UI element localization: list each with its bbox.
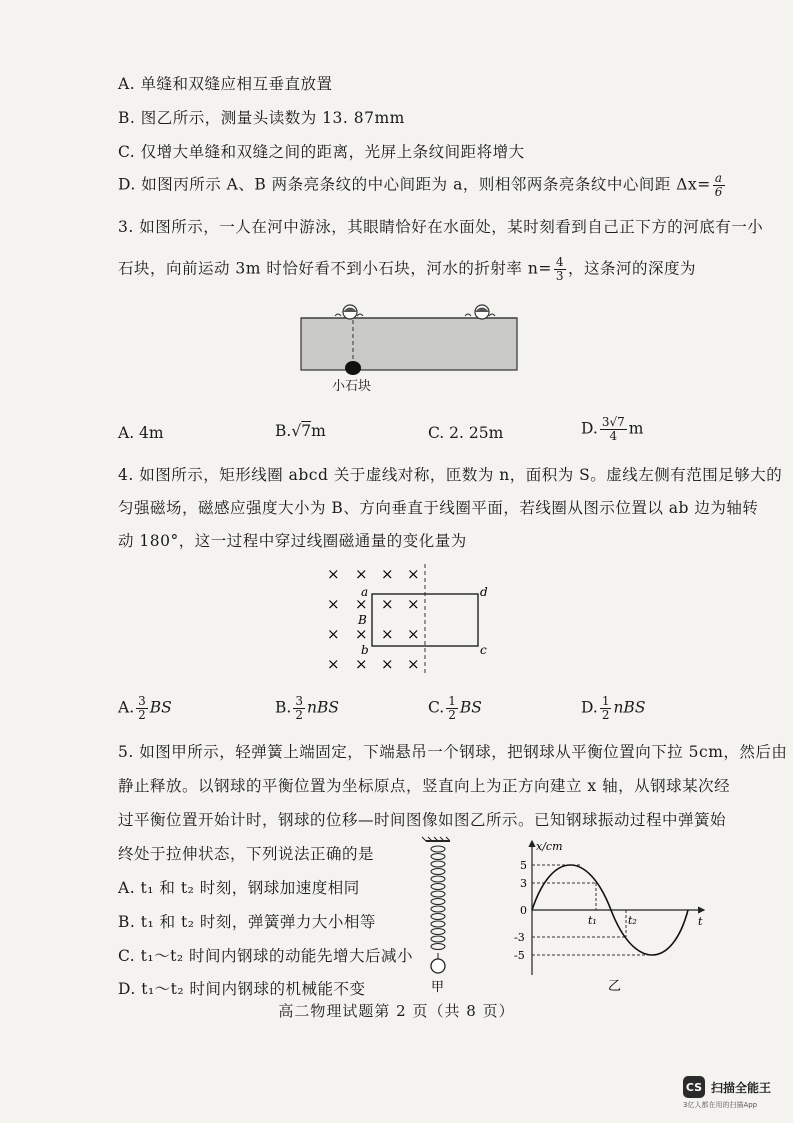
field-cross: ×: [381, 565, 394, 583]
page-footer: 高二物理试题第 2 页（共 8 页）: [278, 1002, 515, 1020]
option-expression: nBS: [613, 698, 646, 717]
option-expression: nBS: [306, 698, 339, 717]
spring-coil: [431, 861, 445, 867]
field-cross: ×: [355, 655, 368, 673]
label-d: d: [480, 585, 488, 599]
sqrt-symbol: √: [291, 422, 302, 440]
q5-option-b: B. t₁ 和 t₂ 时刻，弹簧弹力大小相等: [118, 913, 376, 931]
fraction-numerator: a: [713, 172, 725, 186]
q3-refractive-index: [554, 256, 566, 283]
q3-option-c: C. 2. 25m: [428, 424, 504, 442]
field-cross: ×: [381, 625, 394, 643]
fraction-numerator: 3√7: [601, 415, 625, 429]
option-letter: D.: [581, 698, 598, 717]
q5-xt-graph: [512, 835, 712, 995]
q2-option-c: C. 仅增大单缝和双缝之间的距离，光屏上条纹间距将增大: [118, 143, 525, 161]
q3-river-figure: [295, 298, 525, 398]
q3-option-b: [275, 422, 326, 440]
field-cross: ×: [327, 655, 340, 673]
q5-stem-line3: 过平衡位置开始计时，钢球的位移—时间图像如图乙所示。已知钢球振动过程中弹簧始: [118, 811, 727, 829]
option-fraction: [293, 695, 305, 722]
spring-coil: [431, 914, 445, 920]
fraction-denominator: 2: [448, 708, 456, 722]
spring-coil: [431, 846, 445, 852]
unit: m: [311, 422, 326, 440]
option-letter: B.: [275, 698, 292, 717]
q5-stem-line4: 终处于拉伸状态，下列说法正确的是: [118, 845, 375, 863]
river-water: [301, 318, 517, 370]
q3-option-d: [581, 416, 643, 443]
option-letter: C.: [428, 698, 445, 717]
fraction-denominator: 4: [609, 429, 618, 443]
q2-option-d-text: D. 如图丙所示 A、B 两条亮条纹的中心间距为 a，则相邻两条亮条纹中心间距 Δx=: [118, 175, 711, 194]
q4-stem-line1: 4. 如图所示，矩形线圈 abcd 关于虚线对称，匝数为 n，面积为 S。虚线左侧有范围足够大的: [118, 466, 783, 484]
option-fraction: [136, 695, 148, 722]
q2-option-a: A. 单缝和双缝应相互垂直放置: [118, 75, 333, 93]
fraction-denominator: 2: [295, 708, 303, 722]
q5-stem-line2: 静止释放。以钢球的平衡位置为坐标原点，竖直向上为正方向建立 x 轴，从钢球某次经: [118, 777, 731, 795]
unit: m: [628, 419, 644, 438]
option-expression: BS: [149, 698, 172, 717]
spring-coil: [431, 906, 445, 912]
fraction-denominator: 6: [714, 185, 723, 199]
steel-ball: [431, 959, 445, 973]
small-stone: [345, 361, 361, 375]
option-fraction: [600, 695, 612, 722]
field-cross: ×: [355, 565, 368, 583]
label-jia: 甲: [431, 980, 445, 995]
y-axis-label: x/cm: [536, 840, 563, 853]
label-a: a: [361, 585, 369, 599]
spring-coil: [431, 944, 445, 950]
field-cross: ×: [355, 595, 368, 613]
q4-option-b: [275, 695, 339, 722]
swimmer-head-right: [465, 305, 495, 319]
field-cross: ×: [407, 625, 420, 643]
q3-option-a: A. 4m: [118, 424, 164, 442]
field-cross: ×: [327, 595, 340, 613]
spring-coil: [431, 921, 445, 927]
t1-label: t₁: [588, 914, 597, 927]
tick-minus-3: -3: [514, 931, 525, 944]
label-yi: 乙: [608, 979, 622, 994]
fraction-numerator: 3: [295, 694, 303, 708]
watermark-tagline: 3亿人都在用的扫描App: [683, 1101, 758, 1109]
q4-option-a: [118, 695, 172, 722]
field-cross: ×: [381, 595, 394, 613]
q3-option-d-fraction: [600, 416, 627, 443]
q3-stem-line1: 3. 如图所示，一人在河中游泳，其眼睛恰好在水面处，某时刻看到自己正下方的河底有一小: [118, 218, 764, 236]
spring-coil: [431, 876, 445, 882]
spring-coil: [431, 899, 445, 905]
field-cross: ×: [327, 565, 340, 583]
spring: [431, 846, 445, 950]
q3-stem-line2: [118, 256, 696, 283]
fraction-denominator: 2: [138, 708, 146, 722]
watermark-name: 扫描全能王: [711, 1080, 772, 1095]
swimmer-head-left: [335, 305, 363, 319]
field-cross: ×: [327, 625, 340, 643]
t2-label: t₂: [628, 914, 637, 927]
q4-stem-line2: 匀强磁场，磁感应强度大小为 B、方向垂直于线圈平面，若线圈从图示位置以 ab 边为轴转: [118, 499, 759, 517]
fraction-numerator: 3: [138, 694, 146, 708]
fraction-numerator: 4: [555, 255, 564, 269]
spring-coil: [431, 936, 445, 942]
q5-option-d: D. t₁～t₂ 时间内钢球的机械能不变: [118, 980, 366, 998]
spring-coil: [431, 929, 445, 935]
field-cross: ×: [407, 655, 420, 673]
q2-option-b: B. 图乙所示，测量头读数为 13. 87mm: [118, 109, 405, 127]
q4-option-c: [428, 695, 482, 722]
q2-option-d-fraction: [713, 172, 725, 199]
field-cross: ×: [355, 625, 368, 643]
q3-stem-tail: ，这条河的深度为: [567, 259, 696, 278]
stone-label: 小石块: [332, 379, 372, 394]
q5-spring-figure: [418, 835, 458, 995]
label-field-B: B: [358, 613, 367, 627]
tick-3: 3: [520, 877, 527, 890]
option-letter: A.: [118, 698, 135, 717]
fraction-numerator: 1: [601, 694, 610, 708]
tick-minus-5: -5: [514, 949, 525, 962]
spring-coil: [431, 869, 445, 875]
camscanner-logo-icon: CS: [683, 1076, 705, 1098]
origin-label: 0: [520, 904, 527, 917]
q4-option-d: [581, 695, 645, 722]
q3-stem-text: 石块，向前运动 3m 时恰好看不到小石块，河水的折射率 n=: [118, 259, 552, 278]
fraction-denominator: 3: [555, 269, 564, 283]
spring-coil: [431, 854, 445, 860]
magnetic-field-crosses: [327, 565, 420, 673]
option-expression: BS: [459, 698, 482, 717]
spring-coil: [431, 891, 445, 897]
field-cross: ×: [407, 595, 420, 613]
spring-coil: [431, 884, 445, 890]
tick-5: 5: [520, 859, 527, 872]
field-cross: ×: [407, 565, 420, 583]
q5-stem-line1: 5. 如图甲所示，轻弹簧上端固定，下端悬吊一个钢球，把钢球从平衡位置向下拉 5cm，然后由: [118, 743, 788, 761]
q5-option-c: C. t₁～t₂ 时间内钢球的动能先增大后减小: [118, 947, 413, 965]
label-c: c: [480, 643, 487, 657]
fraction-numerator: 1: [448, 694, 456, 708]
label-b: b: [361, 643, 369, 657]
q2-option-d: [118, 172, 727, 199]
field-cross: ×: [381, 655, 394, 673]
t-axis-label: t: [698, 915, 703, 928]
scanner-watermark: [683, 1076, 771, 1098]
q4-stem-line3: 动 180°，这一过程中穿过线圈磁通量的变化量为: [118, 532, 467, 550]
option-letter: D.: [581, 419, 598, 438]
q5-option-a: A. t₁ 和 t₂ 时刻，钢球加速度相同: [118, 879, 360, 897]
option-letter: B.: [275, 422, 292, 440]
option-fraction: [446, 695, 458, 722]
fraction-denominator: 2: [601, 708, 610, 722]
sqrt-radicand: 7: [301, 422, 312, 440]
q4-coil-figure: [320, 562, 500, 680]
